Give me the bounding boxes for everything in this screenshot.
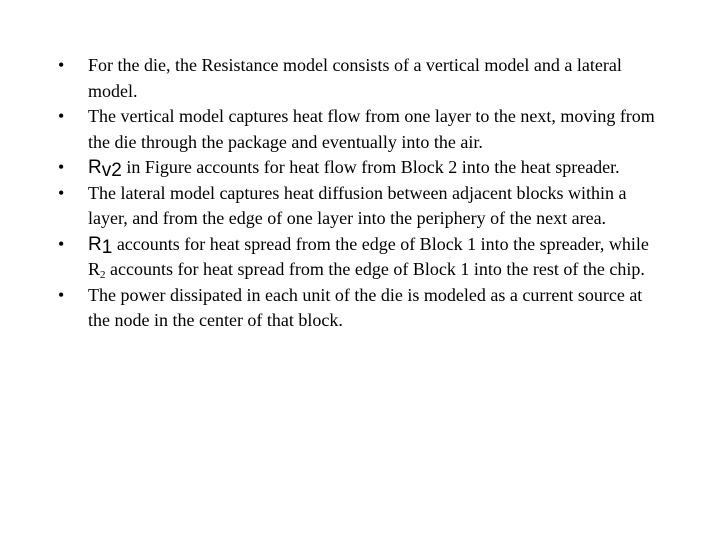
resistance-subscript-2: 2	[100, 269, 106, 281]
bullet-item-resistance-model	[58, 53, 668, 104]
resistance-symbol: R	[88, 157, 102, 178]
bullet-text: in Figure accounts for heat flow from Block 2 into the heat spreader.	[121, 157, 620, 177]
bullet-dot: •	[58, 233, 65, 254]
bullet-text: The lateral model captures heat diffusion between adjacent blocks within a layer, and from the edge of one layer into the periphery of the next area.	[88, 182, 627, 228]
bullet-text: accounts for heat spread from the edge of Block 1 into the spreader, while	[112, 233, 649, 254]
resistance-symbol-2: R	[88, 259, 101, 279]
bullet-item-power-dissipated	[58, 283, 668, 334]
bullet-text-2: accounts for heat spread from the edge of Block 1 into the rest of the chip.	[105, 259, 645, 279]
bullet-dot: •	[58, 55, 65, 75]
resistance-subscript: 1	[101, 236, 113, 258]
bullet-dot: •	[58, 284, 65, 305]
resistance-subscript: v2	[101, 160, 122, 181]
bullet-text: The vertical model captures heat flow from one layer to the next, moving from the die through the package and eventually into the air.	[88, 106, 655, 152]
bullet-text: The power dissipated in each unit of the die is modeled as a current source at the node in the center of that block.	[88, 284, 643, 330]
bullet-dot: •	[58, 182, 65, 203]
bullet-item-rv2	[58, 155, 668, 181]
bullet-dot: •	[58, 157, 65, 177]
bullet-item-r1-r2	[58, 232, 668, 283]
bullet-dot: •	[58, 106, 65, 126]
bullet-item-lateral-model	[58, 181, 668, 232]
resistance-symbol: R	[88, 233, 102, 255]
bullet-item-vertical-model	[58, 104, 668, 155]
bullet-text: For the die, the Resistance model consists of a vertical model and a lateral model.	[88, 55, 622, 101]
bullet-list	[58, 53, 668, 334]
